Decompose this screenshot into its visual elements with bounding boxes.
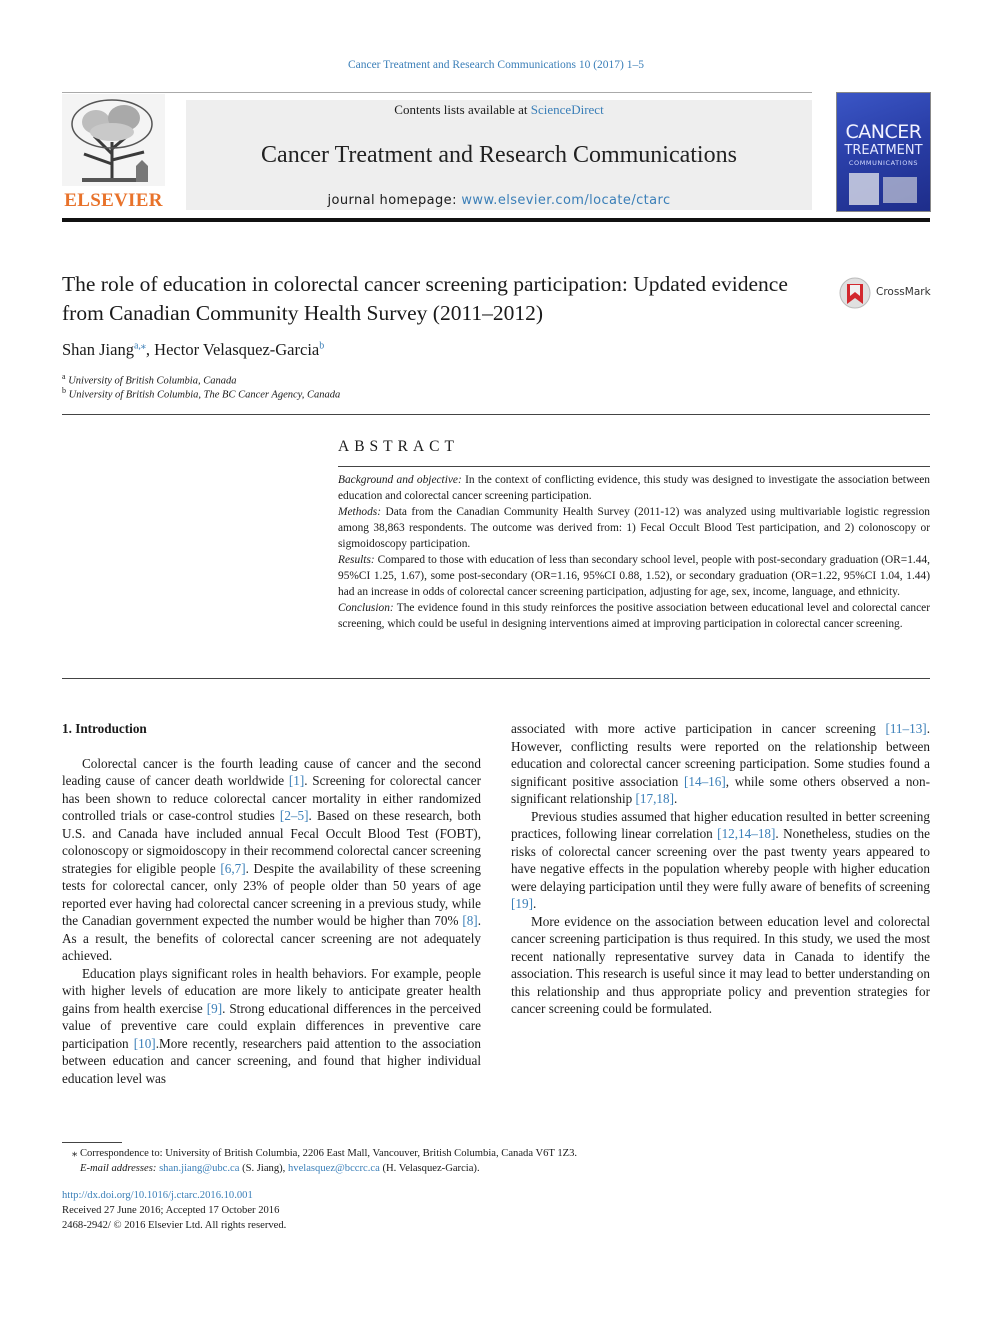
received-dates: Received 27 June 2016; Accepted 17 October 2016 [62, 1205, 280, 1216]
citation-link[interactable]: [11–13] [885, 721, 927, 736]
contents-line [186, 102, 812, 118]
body-text: . [674, 791, 678, 806]
body-paragraph [511, 808, 930, 913]
abstract-divider [338, 466, 930, 467]
abstract-label: Methods: [338, 506, 382, 518]
article-title: The role of education in colorectal cancer screening participation: Updated evidence from Canadian Community Health Survey (2011–2012) [62, 272, 788, 325]
footnote-divider [62, 1142, 122, 1143]
section-divider [62, 414, 930, 415]
footnotes [62, 1146, 930, 1176]
body-paragraph [62, 965, 481, 1088]
body-text: associated with more active participation in cancer screening [511, 721, 886, 736]
abstract-heading: ABSTRACT [338, 438, 459, 455]
body-column-right [511, 720, 930, 1018]
doi-link[interactable]: http://dx.doi.org/10.1016/j.ctarc.2016.10.001 [62, 1190, 253, 1201]
paragraph-container [511, 720, 930, 1018]
citation-link[interactable]: [1] [288, 773, 305, 788]
copyright-notice: 2468-2942/ © 2016 Elsevier Ltd. All rights reserved. [62, 1220, 287, 1231]
cover-title-line1: CANCER [845, 121, 922, 143]
homepage-prefix: journal homepage: [327, 193, 462, 208]
body-text: . As a result, the benefits of colorectal cancer screening are not adequately achieved. [62, 913, 481, 963]
author-marks[interactable]: a,⁎ [133, 340, 146, 352]
email-owner: (H. Velasquez-Garcia). [379, 1163, 480, 1174]
affiliation-mark: b [62, 386, 66, 395]
section-heading: 1. Introduction [62, 721, 147, 736]
body-text: . Nonetheless, studies on the risks of colorectal cancer screening over the past twenty years appeared to have negative effects in the population whereby people with higher education were delaying participation until they were fully aware of benefits of screening [511, 826, 930, 894]
body-text: . [532, 896, 537, 911]
author-separator: , [145, 340, 155, 359]
body-text: . Screening for colorectal cancer has been shown to reduce colorectal cancer mortality in either randomized controlled trials or case-control studies [62, 773, 481, 823]
email-owner: (S. Jiang), [239, 1163, 288, 1174]
cover-thumbnail-1 [849, 173, 879, 205]
body-paragraph [62, 755, 481, 965]
citation-link[interactable]: [8] [462, 913, 478, 928]
affiliation [62, 386, 340, 401]
email-link[interactable]: shan.jiang@ubc.ca [159, 1163, 240, 1174]
header-top-divider [62, 92, 812, 93]
abstract-text: The evidence found in this study reinforces the positive association between educational level and colorectal cancer screening, which could be useful in designing interventions aimed at improving participation in colorectal cancer screening. [338, 602, 930, 630]
citation-link[interactable]: [6,7] [220, 860, 246, 876]
abstract-paragraph [338, 504, 930, 552]
contents-prefix: Contents lists available at [394, 102, 531, 117]
affiliation [62, 372, 236, 387]
affiliation-text: University of British Columbia, Canada [68, 375, 237, 387]
crossmark-label: CrossMark [876, 286, 931, 298]
body-text: , while some others observed a non-significant relationship [511, 773, 930, 806]
correspondence-note: ⁎ Correspondence to: University of British Columbia, 2206 East Mall, Vancouver, British Columbia, Canada V6T 1Z3. [72, 1148, 578, 1159]
abstract-paragraph [338, 552, 930, 600]
abstract-label: Conclusion: [338, 602, 394, 614]
abstract-paragraph [338, 472, 930, 504]
abstract-label: Background and objective: [338, 474, 462, 486]
abstract-body [338, 472, 930, 632]
body-column-left [62, 720, 481, 1087]
body-text: . However, conflicting results were reported on the relationship between education and colorectal cancer screening participation. Some studies found a significant positive association [511, 721, 930, 789]
body-text: Previous studies assumed that higher education resulted in better screening practices, following linear correlation [511, 808, 930, 841]
citation-link[interactable]: [14–16] [684, 773, 726, 789]
citation-link[interactable]: [9] [206, 1000, 223, 1016]
body-paragraph [511, 913, 930, 1018]
citation-link[interactable]: [19] [511, 896, 533, 911]
author-name[interactable]: Shan Jiang [62, 340, 134, 359]
crossmark-icon [838, 276, 874, 310]
abstract-text: In the context of conflicting evidence, this study was designed to investigate the association between education and colorectal cancer screening participation. [338, 474, 931, 502]
paragraph-container [62, 755, 481, 1088]
body-text: .More recently, researchers paid attention to the association between education and cancer screening, and found that higher individual education level was [62, 1035, 481, 1086]
journal-header [186, 100, 812, 210]
journal-name: Cancer Treatment and Research Communications [261, 142, 737, 168]
email-note [62, 1161, 930, 1176]
body-text: Colorectal cancer is the fourth leading cause of cancer and the second leading cause of cancer death worldwide [62, 755, 481, 788]
publisher-name: ELSEVIER [64, 190, 163, 211]
author-name[interactable]: Hector Velasquez-Garcia [154, 340, 320, 359]
abstract-label: Results: [338, 554, 375, 566]
header-divider [62, 218, 930, 222]
cover-title-line3: COMMUNICATIONS [848, 159, 919, 167]
cover-thumbnail-2 [883, 177, 917, 203]
citation-link[interactable]: [2–5] [279, 808, 309, 823]
abstract-text: Compared to those with education of less than secondary school level, people with post-secondary graduation (OR=1.44, 95%CI 1.25, 1.67), some post-secondary (OR=1.16, 95%CI 0.88, 1.52), or secondary graduation (OR=1.22, 95%CI 1.04, 1.44) had an increase in odds of colorectal cancer screening participation, adjusting for age, sex, income, language, and ethnicity. [338, 554, 930, 598]
email-label: E-mail addresses: [80, 1163, 160, 1174]
sciencedirect-link[interactable]: ScienceDirect [530, 102, 604, 117]
elsevier-logo[interactable] [62, 94, 165, 212]
author-marks[interactable]: b [319, 340, 325, 352]
abstract-text: Data from the Canadian Community Health Survey (2011-12) was analyzed using multivariable logistic regression among 38,863 respondents. The outcome was derived from: 1) Fecal Occult Blood Test participation, and 2) colonoscopy or sigmoidoscopy participation. [338, 506, 930, 550]
citation-link[interactable]: [10] [133, 1035, 156, 1051]
body-text: . Based on these research, both U.S. and Canada have included annual Fecal Occult Blood Test (FOBT), colonoscopy or sigmoidoscopy in their recommend colorectal cancer screening strategies for eligible people [62, 808, 481, 876]
body-paragraph [511, 720, 930, 808]
affiliation-mark: a [62, 372, 66, 381]
citation-link[interactable]: [12,14–18] [717, 826, 776, 841]
homepage-link[interactable]: www.elsevier.com/locate/ctarc [461, 193, 671, 208]
section-divider [62, 678, 930, 679]
journal-citation-link[interactable]: Cancer Treatment and Research Communications 10 (2017) 1–5 [347, 59, 645, 71]
body-text: . Strong educational differences in the perceived value of preventive care could explain differences in preventive care participation [62, 1000, 482, 1051]
body-text: Education plays significant roles in health behaviors. For example, people with higher levels of education are more likely to anticipate greater health gains from health exercise [62, 965, 481, 1016]
publication-info [62, 1188, 286, 1233]
email-link[interactable]: hvelasquez@bccrc.ca [287, 1163, 380, 1174]
homepage-line [186, 193, 812, 208]
crossmark-button[interactable] [838, 276, 932, 310]
body-text: . Despite the availability of these screening tests for colorectal cancer, only 23% of people older than 50 years of age reported ever having had colorectal cancer screening in a previous study, while the Canadian government expected the number would be higher than 70% [62, 860, 481, 928]
author-list [62, 340, 324, 360]
cover-title-line2: TREATMENT [844, 143, 923, 158]
journal-cover-image[interactable] [836, 92, 931, 212]
body-text: More evidence on the association between education level and colorectal cancer screening participation is thus required. In this study, we used the most recent nationally representative survey data in Canada to identify the association. This research is useful since it may lead to better understanding on this relationship and thus appropriate policy and prevention strategies for cancer screening could be formulated. [511, 913, 930, 1016]
abstract-paragraph [338, 600, 930, 632]
tree-icon [62, 94, 165, 186]
affiliation-text: University of British Columbia, The BC Cancer Agency, Canada [68, 389, 341, 401]
citation-link[interactable]: [17,18] [635, 791, 674, 806]
